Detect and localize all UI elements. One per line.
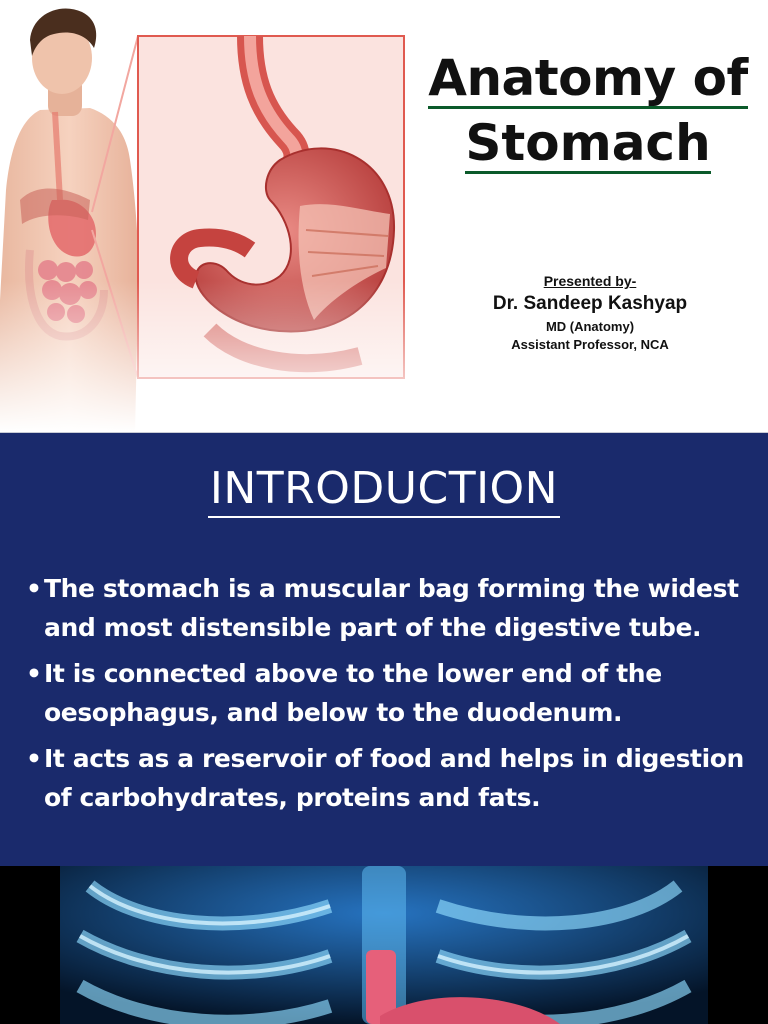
presenter-info xyxy=(450,273,730,352)
presenter-name: Dr. Sandeep Kashyap xyxy=(492,293,688,314)
bullet-icon: • xyxy=(26,659,42,688)
title-slide xyxy=(0,0,768,432)
presented-by-label: Presented by- xyxy=(543,273,637,289)
title-line-2: Stomach xyxy=(465,114,711,172)
bullet-icon: • xyxy=(26,744,42,773)
presenter-degree: MD (Anatomy) xyxy=(545,319,635,334)
slide-title xyxy=(416,49,760,174)
introduction-heading: INTRODUCTION xyxy=(208,463,560,518)
title-line-1: Anatomy of xyxy=(428,49,748,107)
xray-slide xyxy=(0,866,768,1024)
bullet-text: It is connected above to the lower end of the oesophagus, and below to the duodenum. xyxy=(44,659,662,727)
stomach-anatomy-illustration xyxy=(0,0,410,432)
bullet-item xyxy=(26,654,746,732)
bullet-icon: • xyxy=(26,574,42,603)
bullet-list xyxy=(26,569,746,824)
ribcage-xray-icon xyxy=(0,866,768,1024)
bullet-item xyxy=(26,739,746,817)
slide-heading xyxy=(0,463,768,518)
bullet-text: It acts as a reservoir of food and helps in digestion of carbohydrates, proteins and fats. xyxy=(44,744,744,812)
introduction-slide xyxy=(0,432,768,867)
bullet-text: The stomach is a muscular bag forming the widest and most distensible part of the digestive tube. xyxy=(44,574,739,642)
bullet-item xyxy=(26,569,746,647)
presenter-role: Assistant Professor, NCA xyxy=(511,337,669,352)
